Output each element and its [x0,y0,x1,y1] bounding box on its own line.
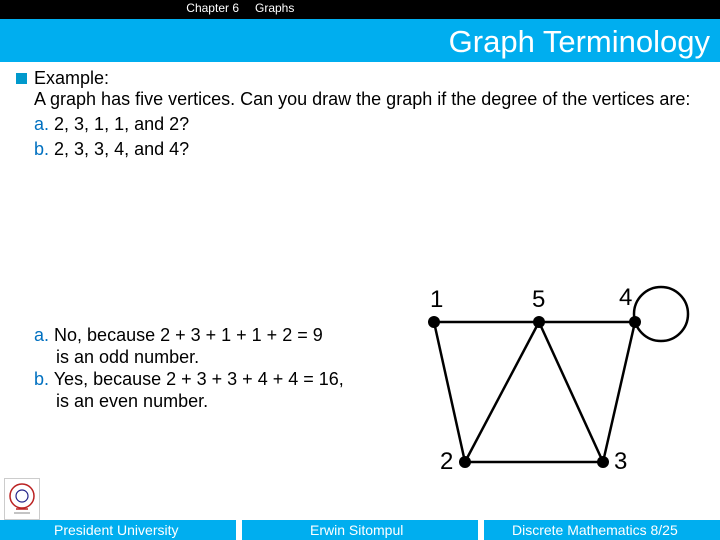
title-bar [0,19,720,62]
vertex-5-dot [533,316,545,328]
section-label: Graphs [255,1,295,15]
edge-1-2 [434,322,465,462]
answer-b [34,368,394,390]
vertex-label-5: 5 [532,286,546,313]
footer-course-page: Discrete Mathematics 8/25 [512,522,678,538]
footer-university: President University [54,522,179,538]
vertex-3-dot [597,456,609,468]
vertex-label-1: 1 [430,286,444,313]
example-graph [400,280,700,480]
vertex-2-dot [459,456,471,468]
item-text-b: 2, 3, 3, 4, and 4? [54,139,190,159]
footer-author: Erwin Sitompul [310,522,404,538]
answer-label-a: a. [34,325,50,345]
answer-label-b: b. [34,369,50,389]
answer-a-line1: No, because 2 + 3 + 1 + 1 + 2 = 9 [54,325,323,345]
chapter-label-box [0,0,245,19]
answer-a-line2: is an odd number. [56,347,200,367]
question-item-b [14,139,694,160]
answer-a [34,324,394,346]
example-block [14,68,694,160]
edge-4-3 [603,322,635,462]
answer-b-line1: Yes, because 2 + 3 + 3 + 4 + 4 = 16, [53,369,344,389]
edge-5-2 [465,322,539,462]
vertex-label-3: 3 [614,448,628,475]
answer-b-line2: is an even number. [56,391,209,411]
footer-left-box [0,520,236,540]
item-text-a: 2, 3, 1, 1, and 2? [54,114,190,134]
vertex-label-2: 2 [440,448,454,475]
example-question: A graph has five vertices. Can you draw the graph if the degree of the vertices are: [34,89,691,109]
footer-right-box [484,520,720,540]
vertex-label-4: 4 [619,284,633,311]
bullet-square-icon [16,73,27,84]
loop-4 [634,287,688,341]
edge-5-3 [539,322,603,462]
question-item-a [14,114,694,135]
logo-emblem-icon [5,479,39,519]
chapter-bar [0,0,720,19]
footer-bar [0,520,720,540]
chapter-label: Chapter 6 [186,1,239,15]
vertex-1-dot [428,316,440,328]
university-logo [4,478,40,520]
example-heading-row [14,68,694,89]
footer-center-box [242,520,478,540]
answers-block [34,324,394,412]
item-label-b: b. [34,139,50,159]
item-label-a: a. [34,114,50,134]
example-heading: Example: [34,68,110,88]
vertex-4-dot [629,316,641,328]
slide-title: Graph Terminology [448,24,710,59]
